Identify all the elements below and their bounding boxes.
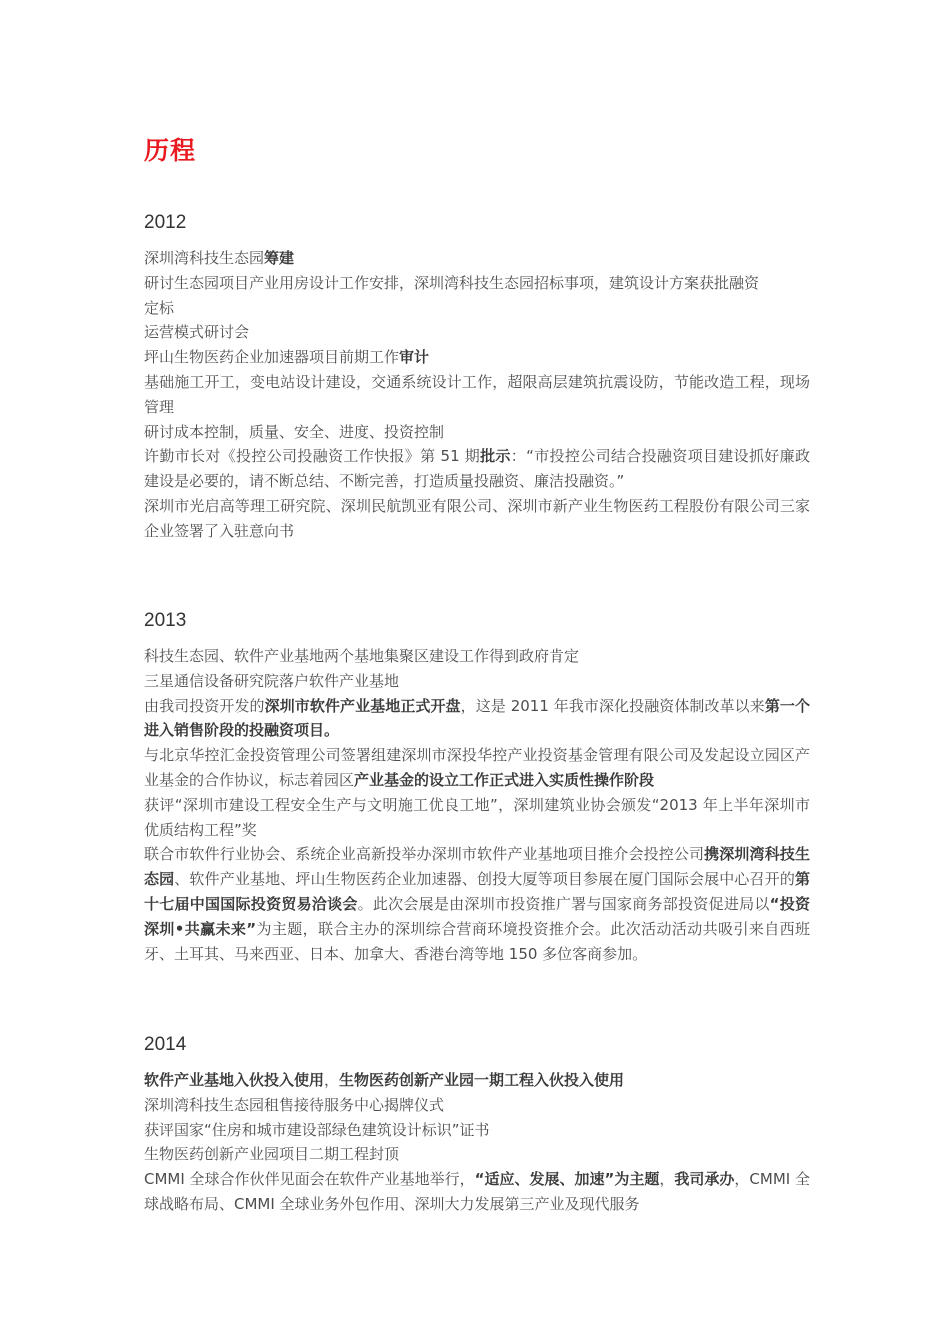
timeline-entry (144, 1068, 810, 1093)
timeline-entry (144, 743, 810, 793)
timeline-entry (144, 793, 810, 843)
entry-emphasis-text: 我司承办 (674, 1170, 735, 1189)
timeline-entry (144, 320, 810, 345)
entry-emphasis-text: 生物医药创新产业园一期工程入伙投入使用 (339, 1071, 625, 1089)
entry-text: ，这是 2011 年我市深化投融资体制改革以来 (460, 696, 765, 715)
entry-text: 科技生态园、软件产业基地两个基地集聚区建设工作得到政府肯定 (144, 647, 580, 665)
entry-text: 研讨成本控制，质量、安全、进度、投资控制 (144, 422, 445, 441)
timeline-entry (144, 1167, 810, 1217)
entry-text: 由我司投资开发的 (144, 696, 265, 715)
timeline-entry (144, 494, 810, 544)
entry-emphasis-text: 筹建 (264, 249, 295, 267)
year-heading: 2012 (144, 212, 187, 233)
entry-text: 三星通信设备研究院落户软件产业基地 (144, 671, 400, 690)
entry-text: 、软件产业基地、坪山生物医药企业加速器、创投大厦等项目参展在厦门国际会展中心召开的 (174, 870, 795, 889)
timeline-entry (144, 370, 810, 420)
entry-list (144, 644, 810, 966)
entry-text: 定标 (144, 298, 175, 317)
entry-text: ：“市投控公司结合投融资项目建设抓好廉政建设是必要的，请不断总结、不断完善，打造质量投融资、廉洁投融资。” (144, 447, 810, 491)
entry-text: 许勤市长对《投控公司投融资工作快报》第 51 期 (144, 447, 481, 466)
entry-text: 生物医药创新产业园项目二期工程封顶 (144, 1145, 400, 1164)
entry-text: ， (659, 1170, 675, 1189)
entry-text: 研讨生态园项目产业用房设计工作安排，深圳湾科技生态园招标事项，建筑设计方案获批融资 (144, 273, 760, 292)
entry-text: CMMI 全球合作伙伴见面会在软件产业基地举行， (144, 1170, 475, 1189)
timeline-entry (144, 1142, 810, 1167)
entry-emphasis-text: 深圳市软件产业基地正式开盘 (264, 696, 461, 715)
entry-text: 运营模式研讨会 (144, 323, 250, 342)
year-section-2013 (144, 608, 810, 966)
year-section-2014 (144, 1032, 810, 1217)
timeline-entry (144, 271, 810, 296)
year-section-2012 (144, 210, 810, 544)
timeline-entry (144, 246, 810, 271)
entry-text: 坪山生物医药企业加速器项目前期工作 (144, 348, 400, 367)
entry-emphasis-text: 产业基金的设立工作正式进入实质性操作阶段 (354, 770, 655, 789)
timeline-entry (144, 694, 810, 744)
entry-text: 联合市软件行业协会、系统企业高新投举办深圳市软件产业基地项目推介会投控公司 (144, 845, 705, 864)
entry-emphasis-text: “投资深圳•共赢未来” (144, 894, 810, 938)
entry-text: 获评“深圳市建设工程安全生产与文明施工优良工地”，深圳建筑业协会颁发“2013 年上半年深圳市优质结构工程”奖 (144, 795, 810, 839)
entry-list (144, 246, 810, 544)
year-heading: 2013 (144, 610, 187, 631)
entry-emphasis-text: 软件产业基地入伙投入使用 (144, 1071, 325, 1089)
entry-list (144, 1068, 810, 1217)
entry-emphasis-text: 审计 (399, 348, 430, 367)
entry-emphasis-text: 第一个进入销售阶段的投融资项目。 (144, 696, 810, 740)
timeline-entry (144, 345, 810, 370)
entry-text: 深圳市光启高等理工研究院、深圳民航凯亚有限公司、深圳市新产业生物医药工程股份有限公司三家企业签署了入驻意向书 (144, 496, 810, 540)
timeline-entry (144, 669, 810, 694)
timeline-entry (144, 444, 810, 494)
timeline-entry (144, 296, 810, 321)
timeline-entry (144, 644, 810, 669)
page-title: 历程 (144, 136, 197, 165)
entry-text: 基础施工开工，变电站设计建设，交通系统设计工作，超限高层建筑抗震设防，节能改造工程，现场管理 (144, 372, 810, 416)
entry-text: 为主题，联合主办的深圳综合营商环境投资推介会。此次活动活动共吸引来自西班牙、土耳其、马来西亚、日本、加拿大、香港台湾等地 150 多位客商参加。 (144, 919, 810, 963)
entry-emphasis-text: 批示 (480, 447, 511, 466)
timeline-entry (144, 842, 810, 966)
entry-text: ， (324, 1071, 340, 1089)
entry-text: ，CMMI 全球战略布局、CMMI 全球业务外包作用、深圳大力发展第三产业及现代服务 (144, 1170, 810, 1213)
timeline-entry (144, 1093, 810, 1118)
entry-emphasis-text: 携深圳湾科技生态园 (144, 845, 810, 889)
entry-text: 。此次会展是由深圳市投资推广署与国家商务部投资促进局以 (357, 894, 770, 913)
entry-emphasis-text: “适应、发展、加速”为主题 (474, 1170, 660, 1189)
entry-text: 获评国家“住房和城市建设部绿色建筑设计标识”证书 (144, 1120, 490, 1139)
entry-emphasis-text: 第十七届中国国际投资贸易洽谈会 (144, 870, 810, 913)
timeline-entry (144, 420, 810, 445)
entry-text: 与北京华控汇金投资管理公司签署组建深圳市深投华控产业投资基金管理有限公司及发起设立园区产业基金的合作协议，标志着园区 (144, 746, 810, 789)
year-heading: 2014 (144, 1034, 187, 1055)
timeline-entry (144, 1118, 810, 1143)
entry-text: 深圳湾科技生态园租售接待服务中心揭牌仪式 (144, 1095, 445, 1114)
entry-text: 深圳湾科技生态园 (144, 249, 265, 267)
